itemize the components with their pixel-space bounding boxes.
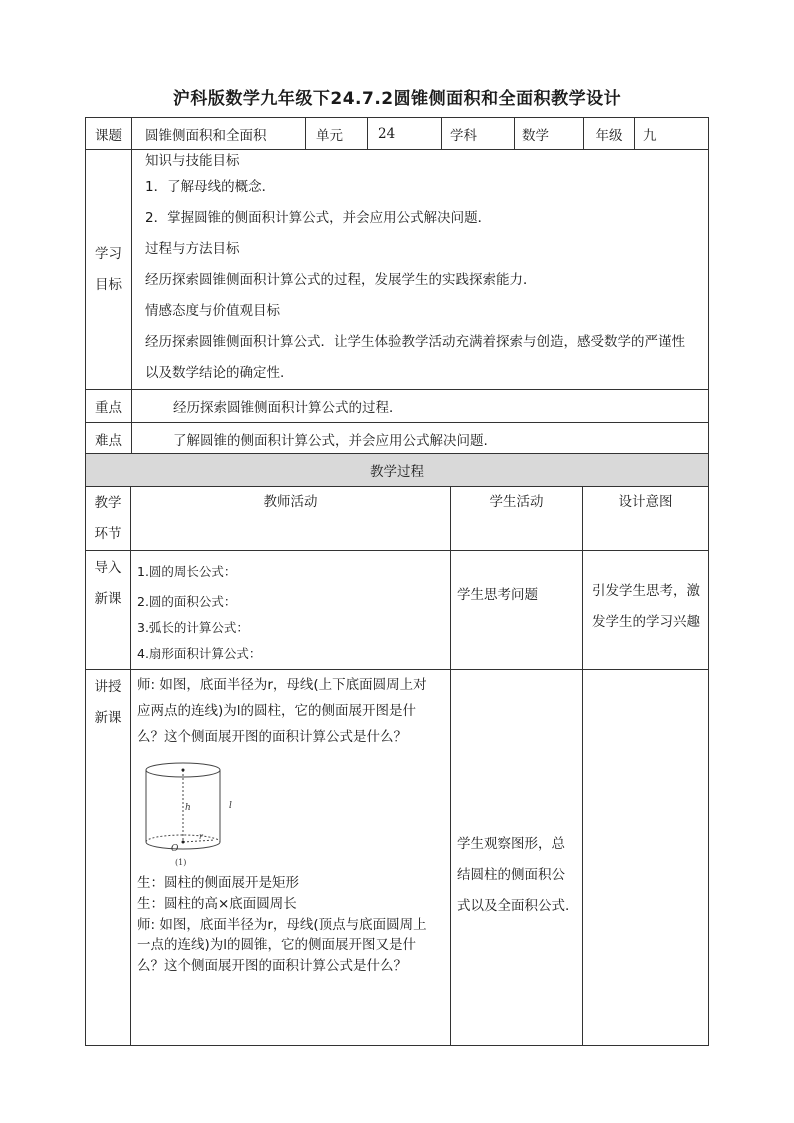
teach-student-line: 式以及全面积公式. [457,898,570,914]
label-r: r [199,832,203,841]
intro-intent [583,551,709,670]
col-stage [86,487,131,551]
label-l: l [229,801,232,811]
goal-heading-process: 过程与方法目标 [145,241,240,257]
intro-item: 3.弧长的计算公式： [137,620,249,635]
goal-item: 1．了解母线的概念． [145,179,276,195]
label-h: h [185,803,191,813]
grade-value: 九 [635,118,709,150]
goal-heading-attitude: 情感态度与价值观目标 [145,303,280,319]
lesson-info-table [85,117,709,456]
key-point-text: 经历探索圆锥侧面积计算公式的过程． [132,390,709,423]
intro-item: 2.圆的面积公式： [137,594,237,609]
teach-teacher [131,670,451,1046]
unit-value: 24 [368,118,442,150]
goals-label-line2: 目标 [95,276,122,293]
intro-item: 4.扇形面积计算公式： [137,646,262,661]
student-answer: 生：圆柱的高×底面圆周长 [137,896,297,912]
intro-stage-line1: 导入 [94,560,122,576]
col-teacher: 教师活动 [131,487,451,551]
intro-intent-line1: 引发学生思考，激 [592,583,700,599]
subject-label: 学科 [442,118,515,150]
unit-label: 单元 [306,118,368,150]
difficulty-text: 了解圆锥的侧面积计算公式，并会应用公式解决问题. [132,423,709,456]
intro-stage-line2: 新课 [94,591,122,607]
goal-item: 以及数学结论的确定性. [145,365,285,381]
col-student: 学生活动 [451,487,583,551]
teach-student [451,670,583,1046]
col-stage-line1: 教学 [94,495,122,511]
subject-value: 数学 [515,118,584,150]
goals-label [86,150,132,390]
teacher-question-line: 师: 如图，底面半径为r，母线(顶点与底面圆周上 [137,917,427,933]
teacher-question-line: 师: 如图，底面半径为r，母线(上下底面圆周上对 [137,677,427,693]
teacher-question-line: 么？这个侧面展开图的面积计算公式是什么？ [137,958,407,974]
col-stage-line2: 环节 [94,526,122,542]
intro-item: 1.圆的周长公式： [137,564,237,579]
goal-item: 2．掌握圆锥的侧面积计算公式，并会应用公式解决问题． [145,210,492,226]
teacher-question-line: 么？这个侧面展开图的面积计算公式是什么？ [137,729,407,745]
teaching-process-table [85,453,709,1046]
teach-intent [583,670,709,1046]
intro-stage [86,551,131,670]
goal-item: 经历探索圆锥侧面积计算公式．让学生体验教学活动充满着探索与创造，感受数学的严谨性 [145,334,685,350]
teacher-question-line: 一点的连线)为l的圆锥，它的侧面展开图又是什 [137,937,417,953]
intro-teacher [131,551,451,670]
teacher-question-line: 应两点的连线)为l的圆柱，它的侧面展开图是什 [137,703,417,719]
teach-student-line: 结圆柱的侧面积公 [457,867,565,883]
goal-heading-knowledge: 知识与技能目标 [145,153,240,169]
goals-label-line1: 学习 [95,245,122,262]
teach-stage-line2: 新课 [94,710,122,726]
teach-stage [86,670,131,1046]
label-o: O [171,844,179,854]
grade-label: 年级 [584,118,635,150]
teach-stage-line1: 讲授 [94,679,122,695]
cylinder-figure [131,750,450,872]
cylinder-diagram [141,762,241,868]
difficulty-label: 难点 [86,423,132,456]
topic-label: 课题 [86,118,132,150]
intro-student: 学生思考问题 [451,551,583,670]
figure-caption: (1) [175,858,187,867]
topic-value: 圆锥侧面积和全面积 [132,118,306,150]
goals-content [132,150,709,390]
key-point-label: 重点 [86,390,132,423]
col-intent: 设计意图 [583,487,709,551]
student-answer: 生：圆柱的侧面展开是矩形 [137,875,299,891]
process-header: 教学过程 [86,454,709,487]
document-title: 沪科版数学九年级下24.7.2圆锥侧面积和全面积教学设计 [172,89,622,109]
intro-intent-line2: 发学生的学习兴趣 [592,614,700,630]
teach-student-line: 学生观察图形，总 [457,836,565,852]
goal-item: 经历探索圆锥侧面积计算公式的过程，发展学生的实践探索能力． [145,272,537,288]
